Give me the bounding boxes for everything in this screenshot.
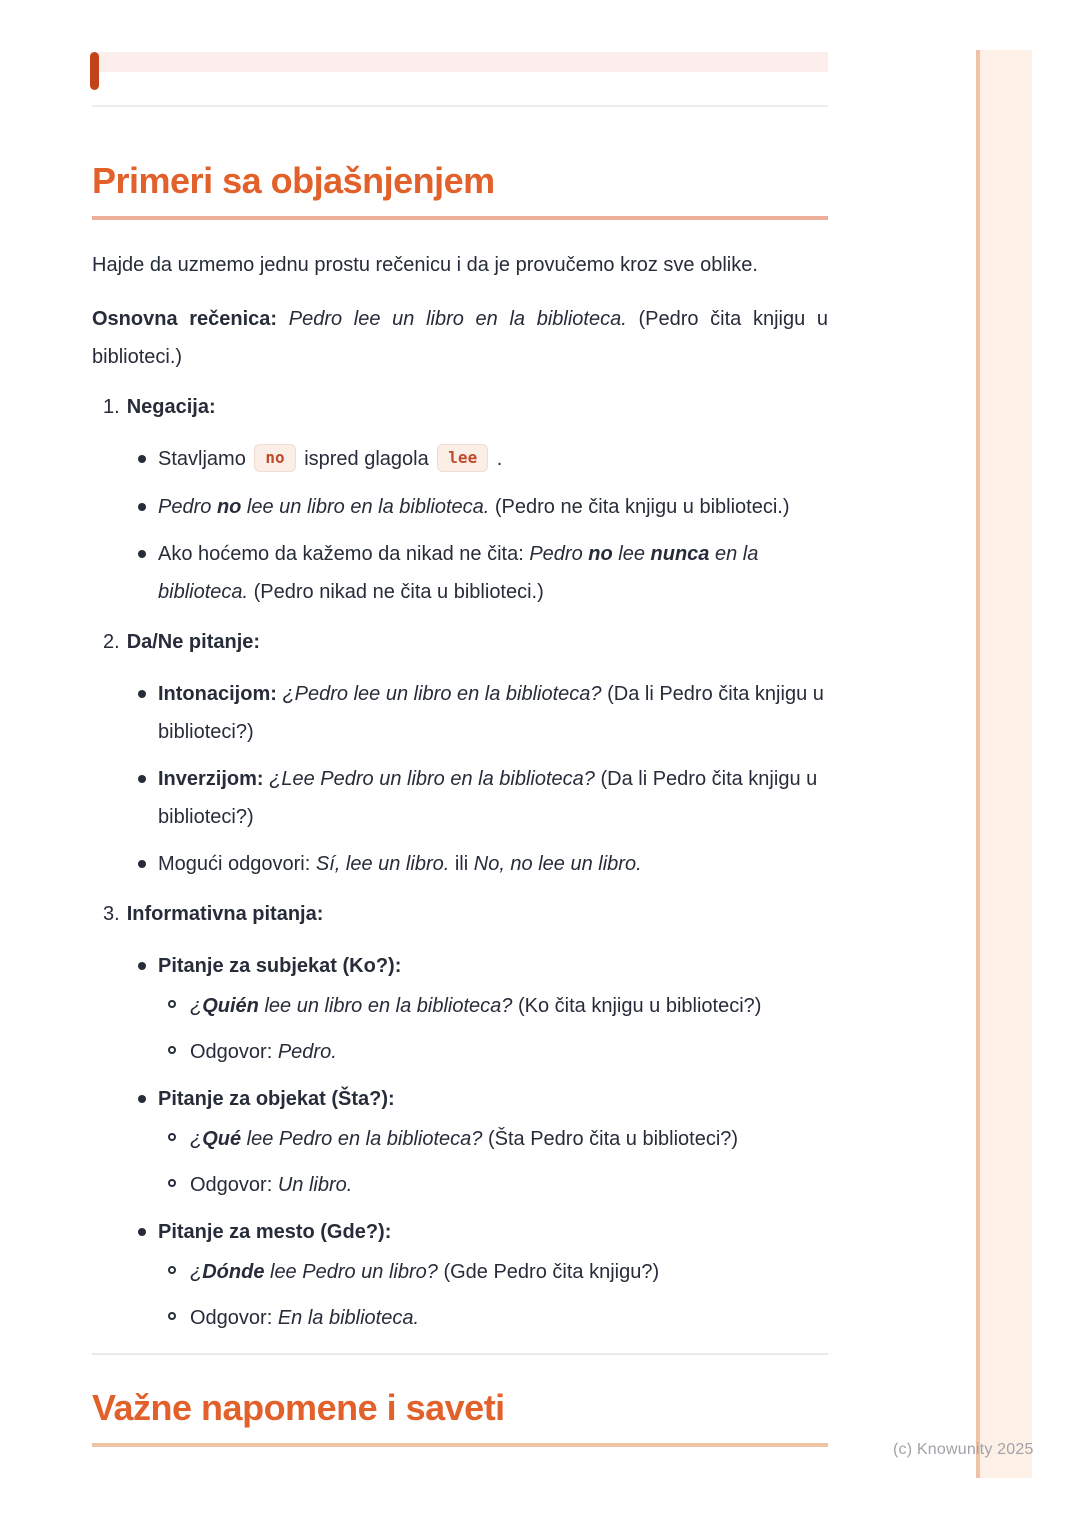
- text-run: Odgovor:: [190, 1041, 278, 1063]
- list-item-text: [158, 768, 817, 828]
- list-group: [92, 895, 828, 1337]
- sub-list-item: [158, 1033, 828, 1071]
- list-group-header: [92, 895, 828, 933]
- sub-list-item-text: [190, 1041, 337, 1063]
- list-item-text: [158, 448, 502, 470]
- text-run: Intonacijom:: [158, 683, 283, 705]
- sub-bullet-icon: [168, 1179, 176, 1187]
- section-divider: [92, 1353, 828, 1355]
- text-run: ¿Lee Pedro un libro en la biblioteca?: [269, 768, 595, 790]
- bullet-icon: [138, 1095, 146, 1103]
- list-item: [92, 440, 828, 479]
- text-run: (Pedro čita knjigu u biblioteci.): [92, 308, 829, 368]
- examples-list: [92, 388, 828, 1337]
- sub-list-item-text: [190, 1307, 419, 1329]
- text-run: ¿: [190, 1261, 203, 1283]
- text-run: .: [491, 448, 503, 470]
- list-item: [92, 947, 828, 1071]
- section-accent-pill: [90, 52, 99, 90]
- text-run: En la biblioteca.: [277, 1307, 420, 1329]
- text-run: no: [216, 496, 242, 518]
- section-heading-primeri: Primeri sa objašnjenjem: [92, 158, 828, 220]
- bullet-icon: [138, 775, 146, 783]
- text-run: Sí, lee un libro.: [315, 853, 450, 875]
- bullet-icon: [138, 503, 146, 511]
- text-run: ¿: [190, 995, 203, 1017]
- text-run: Stavljamo: [158, 448, 252, 470]
- sub-bullet-list: [158, 1120, 828, 1204]
- sub-bullet-icon: [168, 1000, 176, 1008]
- text-run: (Pedro nikad ne čita u biblioteci.): [248, 581, 544, 603]
- bullet-icon: [138, 1228, 146, 1236]
- text-run: (Da li Pedro čita knjigu u biblioteci?): [158, 768, 818, 828]
- sub-bullet-list: [158, 1253, 828, 1337]
- text-run: lee un libro en la biblioteca?: [258, 995, 513, 1017]
- text-run: lee un libro en la biblioteca.: [241, 496, 490, 518]
- list-item-text: [158, 496, 789, 518]
- text-run: ¿: [190, 1128, 203, 1150]
- sub-bullet-icon: [168, 1133, 176, 1141]
- sub-list-item-text: [190, 995, 761, 1017]
- list-group-header: [92, 388, 828, 426]
- text-run: (Da li Pedro čita knjigu u biblioteci?): [158, 683, 824, 743]
- sub-list-item-text: [190, 1261, 659, 1283]
- sub-list-item: [158, 987, 828, 1025]
- list-item: [92, 760, 828, 836]
- list-item: [92, 535, 828, 611]
- text-run: Pedro.: [277, 1041, 337, 1063]
- bullet-icon: [138, 455, 146, 463]
- list-number: 2.: [103, 631, 120, 653]
- list-item-text: [158, 853, 642, 875]
- text-run: no: [588, 543, 613, 565]
- list-item-text: [158, 955, 401, 977]
- text-run: Odgovor:: [190, 1307, 278, 1329]
- previous-section-highlight-bar: [90, 52, 828, 72]
- sub-list-item: [158, 1166, 828, 1204]
- list-item-text: [158, 543, 758, 603]
- text-run: Dónde: [202, 1261, 265, 1283]
- text-run: No, no lee un libro.: [473, 853, 642, 875]
- text-run: lee Pedro un libro?: [264, 1261, 438, 1283]
- bullet-icon: [138, 690, 146, 698]
- section-heading-napomene: Važne napomene i saveti: [92, 1385, 828, 1447]
- list-group-label: Informativna pitanja:: [126, 903, 324, 925]
- inline-code-badge: lee: [437, 444, 488, 472]
- intro-paragraph: Hajde da uzmemo jednu prostu rečenicu i da je provučemo kroz sve oblike.: [92, 254, 758, 276]
- sub-bullet-icon: [168, 1266, 176, 1274]
- text-run: en la biblioteca.: [158, 543, 759, 603]
- text-run: (Gde Pedro čita knjigu?): [437, 1261, 660, 1283]
- inline-code-badge: no: [254, 444, 295, 472]
- text-run: Pedro: [529, 543, 589, 565]
- bullet-list: [92, 440, 828, 611]
- text-run: lee: [612, 543, 651, 565]
- list-item-text: [158, 1221, 391, 1243]
- list-item-text: [158, 683, 824, 743]
- sub-list-item-text: [190, 1174, 352, 1196]
- list-group: [92, 623, 828, 883]
- text-run: Mogući odgovori:: [158, 853, 316, 875]
- sub-bullet-list: [158, 987, 828, 1071]
- text-run: Pitanje za subjekat (Ko?):: [158, 955, 402, 977]
- list-group-label: Negacija:: [126, 396, 216, 418]
- list-group: [92, 388, 828, 611]
- list-item: [92, 675, 828, 751]
- text-run: (Pedro ne čita knjigu u biblioteci.): [489, 496, 790, 518]
- sub-bullet-icon: [168, 1046, 176, 1054]
- list-item: [92, 845, 828, 883]
- text-run: Quién: [202, 995, 259, 1017]
- bullet-list: [92, 947, 828, 1337]
- page-margin-stripe: [976, 50, 1032, 1478]
- copyright-note: (c) Knowunity 2025: [893, 1441, 1034, 1458]
- text-run: Pitanje za mesto (Gde?):: [158, 1221, 392, 1243]
- text-run: Odgovor:: [190, 1174, 278, 1196]
- text-run: Ako hoćemo da kažemo da nikad ne čita:: [158, 543, 530, 565]
- text-run: Qué: [202, 1128, 242, 1150]
- text-run: ¿Pedro lee un libro en la biblioteca?: [282, 683, 602, 705]
- bullet-icon: [138, 860, 146, 868]
- bullet-icon: [138, 550, 146, 558]
- text-run: nunca: [650, 543, 710, 565]
- base-sentence-paragraph: [92, 300, 828, 376]
- list-item: [92, 1080, 828, 1204]
- list-item: [92, 488, 828, 526]
- sub-list-item-text: [190, 1128, 738, 1150]
- text-run: lee Pedro en la biblioteca?: [241, 1128, 483, 1150]
- text-run: Un libro.: [277, 1174, 353, 1196]
- bullet-list: [92, 675, 828, 883]
- list-item: [92, 1213, 828, 1337]
- text-run: Inverzijom:: [158, 768, 270, 790]
- text-run: Pedro lee un libro en la biblioteca.: [288, 308, 627, 330]
- text-run: ili: [449, 853, 474, 875]
- list-group-header: [92, 623, 828, 661]
- document-content: [92, 106, 828, 1447]
- text-run: Pedro: [158, 496, 217, 518]
- sub-list-item: [158, 1299, 828, 1337]
- bullet-icon: [138, 962, 146, 970]
- list-number: 1.: [103, 396, 120, 418]
- text-run: Osnovna rečenica:: [92, 308, 289, 330]
- sub-bullet-icon: [168, 1312, 176, 1320]
- text-run: Pitanje za objekat (Šta?):: [158, 1088, 395, 1110]
- list-number: 3.: [103, 903, 120, 925]
- sub-list-item: [158, 1120, 828, 1158]
- list-item-text: [158, 1088, 395, 1110]
- sub-list-item: [158, 1253, 828, 1291]
- text-run: (Ko čita knjigu u biblioteci?): [512, 995, 762, 1017]
- text-run: (Šta Pedro čita u biblioteci?): [482, 1128, 739, 1150]
- text-run: ispred glagola: [298, 448, 435, 470]
- list-group-label: Da/Ne pitanje:: [126, 631, 261, 653]
